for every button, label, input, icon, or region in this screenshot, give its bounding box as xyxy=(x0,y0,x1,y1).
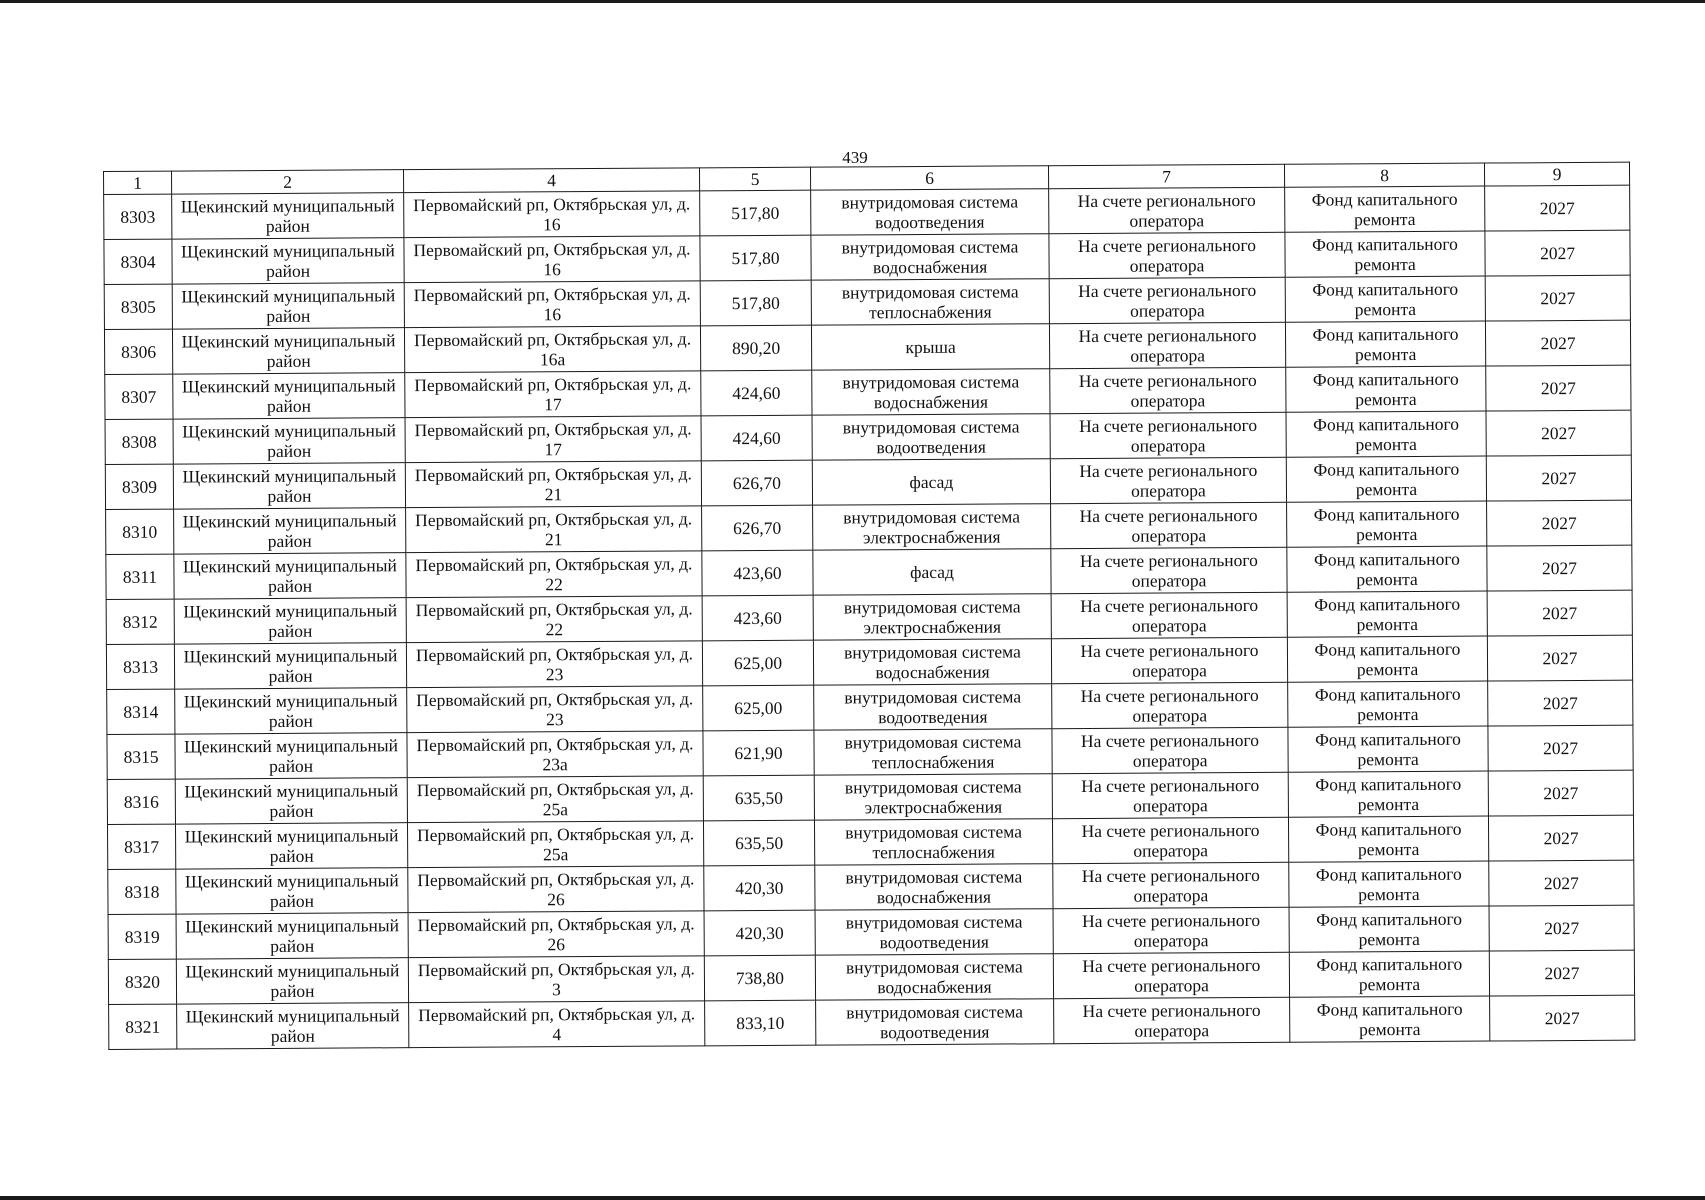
work-type-cell: внутридомовая система водоснабжения xyxy=(815,864,1053,910)
address-cell: Первомайский рп, Октябрьская ул, д. 17 xyxy=(405,416,701,463)
account-cell: На счете регионального оператора xyxy=(1052,682,1288,728)
work-type-cell: внутридомовая система электроснабжения xyxy=(814,774,1052,820)
district-cell: Щекинский муниципальный район xyxy=(174,643,406,689)
address-cell: Первомайский рп, Октябрьская ул, д. 17 xyxy=(405,371,701,418)
account-cell: На счете регионального оператора xyxy=(1053,907,1289,953)
area-cell: 621,90 xyxy=(703,730,814,776)
table-body xyxy=(104,185,1635,1049)
area-cell: 635,50 xyxy=(703,820,814,866)
work-type-cell: внутридомовая система теплоснабжения xyxy=(814,819,1052,865)
address-cell: Первомайский рп, Октябрьская ул, д. 25а xyxy=(407,821,703,868)
row-number-cell: 8310 xyxy=(106,509,174,554)
account-cell: На счете регионального оператора xyxy=(1051,592,1287,638)
year-cell: 2027 xyxy=(1485,230,1630,276)
funding-source-cell: Фонд капитального ремонта xyxy=(1289,861,1489,907)
area-cell: 424,60 xyxy=(701,415,812,461)
district-cell: Щекинский муниципальный район xyxy=(177,1003,409,1049)
funding-source-cell: Фонд капитального ремонта xyxy=(1285,321,1485,367)
district-cell: Щекинский муниципальный район xyxy=(174,598,406,644)
funding-source-cell: Фонд капитального ремонта xyxy=(1285,231,1485,277)
row-number-cell: 8316 xyxy=(107,779,175,824)
work-type-cell: внутридомовая система электроснабжения xyxy=(813,594,1051,640)
year-cell: 2027 xyxy=(1487,500,1632,546)
work-type-cell: крыша xyxy=(811,324,1049,370)
area-cell: 626,70 xyxy=(702,505,813,551)
year-cell: 2027 xyxy=(1486,410,1631,456)
row-number-cell: 8317 xyxy=(107,824,175,869)
funding-source-cell: Фонд капитального ремонта xyxy=(1288,816,1488,862)
account-cell: На счете регионального оператора xyxy=(1049,187,1285,233)
district-cell: Щекинский муниципальный район xyxy=(175,823,407,869)
year-cell: 2027 xyxy=(1488,770,1633,816)
district-cell: Щекинский муниципальный район xyxy=(174,553,406,599)
work-type-cell: фасад xyxy=(813,549,1051,595)
district-cell: Щекинский муниципальный район xyxy=(175,778,407,824)
address-cell: Первомайский рп, Октябрьская ул, д. 23 xyxy=(407,686,703,733)
page-number: 439 xyxy=(842,148,868,167)
funding-source-cell: Фонд капитального ремонта xyxy=(1286,411,1486,457)
row-number-cell: 8308 xyxy=(105,419,173,464)
year-cell: 2027 xyxy=(1486,455,1631,501)
table-row xyxy=(109,995,1635,1049)
funding-source-cell: Фонд капитального ремонта xyxy=(1285,186,1485,232)
work-type-cell: внутридомовая система водоотведения xyxy=(811,189,1049,235)
row-number-cell: 8305 xyxy=(104,284,172,329)
district-cell: Щекинский муниципальный район xyxy=(175,688,407,734)
year-cell: 2027 xyxy=(1488,680,1633,726)
account-cell: На счете регионального оператора xyxy=(1051,547,1287,593)
funding-source-cell: Фонд капитального ремонта xyxy=(1288,726,1488,772)
funding-source-cell: Фонд капитального ремонта xyxy=(1287,501,1487,547)
account-cell: На счете регионального оператора xyxy=(1050,457,1286,503)
area-cell: 420,30 xyxy=(704,865,815,911)
funding-source-cell: Фонд капитального ремонта xyxy=(1286,366,1486,412)
row-number-cell: 8303 xyxy=(104,194,172,239)
row-number-cell: 8320 xyxy=(108,959,176,1004)
address-cell: Первомайский рп, Октябрьская ул, д. 21 xyxy=(406,506,702,553)
column-header: 8 xyxy=(1284,163,1484,187)
work-type-cell: внутридомовая система водоснабжения xyxy=(813,639,1051,685)
district-cell: Щекинский муниципальный район xyxy=(176,913,408,959)
account-cell: На счете регионального оператора xyxy=(1054,997,1290,1043)
account-cell: На счете регионального оператора xyxy=(1052,727,1288,773)
address-cell: Первомайский рп, Октябрьская ул, д. 22 xyxy=(406,551,702,598)
row-number-cell: 8318 xyxy=(108,869,176,914)
account-cell: На счете регионального оператора xyxy=(1051,502,1287,548)
district-cell: Щекинский муниципальный район xyxy=(175,733,407,779)
district-cell: Щекинский муниципальный район xyxy=(172,238,404,284)
district-cell: Щекинский муниципальный район xyxy=(172,283,404,329)
address-cell: Первомайский рп, Октябрьская ул, д. 26 xyxy=(408,911,704,958)
district-cell: Щекинский муниципальный район xyxy=(172,193,404,239)
work-type-cell: внутридомовая система теплоснабжения xyxy=(814,729,1052,775)
row-number-cell: 8309 xyxy=(105,464,173,509)
work-type-cell: внутридомовая система водоотведения xyxy=(814,684,1052,730)
register-table xyxy=(103,162,1635,1050)
address-cell: Первомайский рп, Октябрьская ул, д. 23 xyxy=(406,641,702,688)
area-cell: 423,60 xyxy=(702,550,813,596)
year-cell: 2027 xyxy=(1487,635,1632,681)
area-cell: 635,50 xyxy=(703,775,814,821)
address-cell: Первомайский рп, Октябрьская ул, д. 16 xyxy=(404,191,700,238)
funding-source-cell: Фонд капитального ремонта xyxy=(1288,681,1488,727)
district-cell: Щекинский муниципальный район xyxy=(173,418,405,464)
funding-source-cell: Фонд капитального ремонта xyxy=(1285,276,1485,322)
district-cell: Щекинский муниципальный район xyxy=(174,508,406,554)
address-cell: Первомайский рп, Октябрьская ул, д. 26 xyxy=(408,866,704,913)
address-cell: Первомайский рп, Октябрьская ул, д. 4 xyxy=(409,1001,705,1048)
account-cell: На счете регионального оператора xyxy=(1049,232,1285,278)
funding-source-cell: Фонд капитального ремонта xyxy=(1289,951,1489,997)
column-header: 9 xyxy=(1484,162,1629,186)
area-cell: 625,00 xyxy=(703,685,814,731)
account-cell: На счете регионального оператора xyxy=(1052,772,1288,818)
work-type-cell: внутридомовая система водоотведения xyxy=(815,909,1053,955)
row-number-cell: 8319 xyxy=(108,914,176,959)
work-type-cell: фасад xyxy=(812,459,1050,505)
account-cell: На счете регионального оператора xyxy=(1051,637,1287,683)
funding-source-cell: Фонд капитального ремонта xyxy=(1286,456,1486,502)
year-cell: 2027 xyxy=(1485,275,1630,321)
area-cell: 833,10 xyxy=(705,1000,816,1046)
district-cell: Щекинский муниципальный район xyxy=(173,373,405,419)
row-number-cell: 8306 xyxy=(104,329,172,374)
address-cell: Первомайский рп, Октябрьская ул, д. 21 xyxy=(405,461,701,508)
address-cell: Первомайский рп, Октябрьская ул, д. 16а xyxy=(404,326,700,373)
address-cell: Первомайский рп, Октябрьская ул, д. 23а xyxy=(407,731,703,778)
row-number-cell: 8312 xyxy=(106,599,174,644)
work-type-cell: внутридомовая система теплоснабжения xyxy=(811,279,1049,325)
account-cell: На счете регионального оператора xyxy=(1049,277,1285,323)
column-header: 2 xyxy=(172,170,404,194)
area-cell: 625,00 xyxy=(702,640,813,686)
row-number-cell: 8304 xyxy=(104,239,172,284)
year-cell: 2027 xyxy=(1485,320,1630,366)
address-cell: Первомайский рп, Октябрьская ул, д. 22 xyxy=(406,596,702,643)
row-number-cell: 8313 xyxy=(106,644,174,689)
account-cell: На счете регионального оператора xyxy=(1053,862,1289,908)
funding-source-cell: Фонд капитального ремонта xyxy=(1290,996,1490,1042)
year-cell: 2027 xyxy=(1489,950,1634,996)
funding-source-cell: Фонд капитального ремонта xyxy=(1288,771,1488,817)
column-header: 1 xyxy=(104,171,172,194)
row-number-cell: 8311 xyxy=(106,554,174,599)
work-type-cell: внутридомовая система водоснабжения xyxy=(811,234,1049,280)
area-cell: 517,80 xyxy=(700,190,811,236)
work-type-cell: внутридомовая система водоотведения xyxy=(816,999,1054,1045)
column-header: 4 xyxy=(403,168,699,193)
district-cell: Щекинский муниципальный район xyxy=(172,328,404,374)
account-cell: На счете регионального оператора xyxy=(1049,322,1285,368)
district-cell: Щекинский муниципальный район xyxy=(176,868,408,914)
funding-source-cell: Фонд капитального ремонта xyxy=(1287,546,1487,592)
address-cell: Первомайский рп, Октябрьская ул, д. 16 xyxy=(404,236,700,283)
address-cell: Первомайский рп, Октябрьская ул, д. 16 xyxy=(404,281,700,328)
district-cell: Щекинский муниципальный район xyxy=(176,958,408,1004)
area-cell: 738,80 xyxy=(704,955,815,1001)
address-cell: Первомайский рп, Октябрьская ул, д. 25а xyxy=(407,776,703,823)
row-number-cell: 8321 xyxy=(109,1004,177,1049)
column-header: 5 xyxy=(699,167,810,191)
area-cell: 423,60 xyxy=(702,595,813,641)
year-cell: 2027 xyxy=(1485,185,1630,231)
area-cell: 517,80 xyxy=(700,235,811,281)
district-cell: Щекинский муниципальный район xyxy=(173,463,405,509)
column-header: 6 xyxy=(810,166,1048,190)
column-header: 7 xyxy=(1048,164,1284,188)
work-type-cell: внутридомовая система водоотведения xyxy=(812,414,1050,460)
funding-source-cell: Фонд капитального ремонта xyxy=(1287,636,1487,682)
area-cell: 424,60 xyxy=(701,370,812,416)
funding-source-cell: Фонд капитального ремонта xyxy=(1287,591,1487,637)
year-cell: 2027 xyxy=(1488,725,1633,771)
work-type-cell: внутридомовая система электроснабжения xyxy=(813,504,1051,550)
row-number-cell: 8315 xyxy=(107,734,175,779)
year-cell: 2027 xyxy=(1489,860,1634,906)
work-type-cell: внутридомовая система водоснабжения xyxy=(815,954,1053,1000)
account-cell: На счете регионального оператора xyxy=(1050,412,1286,458)
account-cell: На счете регионального оператора xyxy=(1052,817,1288,863)
scan-bottom-edge xyxy=(0,1196,1705,1200)
row-number-cell: 8307 xyxy=(105,374,173,419)
year-cell: 2027 xyxy=(1487,590,1632,636)
area-cell: 420,30 xyxy=(704,910,815,956)
account-cell: На счете регионального оператора xyxy=(1053,952,1289,998)
funding-source-cell: Фонд капитального ремонта xyxy=(1289,906,1489,952)
account-cell: На счете регионального оператора xyxy=(1050,367,1286,413)
year-cell: 2027 xyxy=(1488,815,1633,861)
area-cell: 626,70 xyxy=(701,460,812,506)
address-cell: Первомайский рп, Октябрьская ул, д. 3 xyxy=(408,956,704,1003)
year-cell: 2027 xyxy=(1487,545,1632,591)
work-type-cell: внутридомовая система водоснабжения xyxy=(812,369,1050,415)
area-cell: 890,20 xyxy=(700,325,811,371)
year-cell: 2027 xyxy=(1489,905,1634,951)
year-cell: 2027 xyxy=(1486,365,1631,411)
area-cell: 517,80 xyxy=(700,280,811,326)
row-number-cell: 8314 xyxy=(107,689,175,734)
year-cell: 2027 xyxy=(1490,995,1635,1041)
scan-top-edge xyxy=(0,0,1705,3)
